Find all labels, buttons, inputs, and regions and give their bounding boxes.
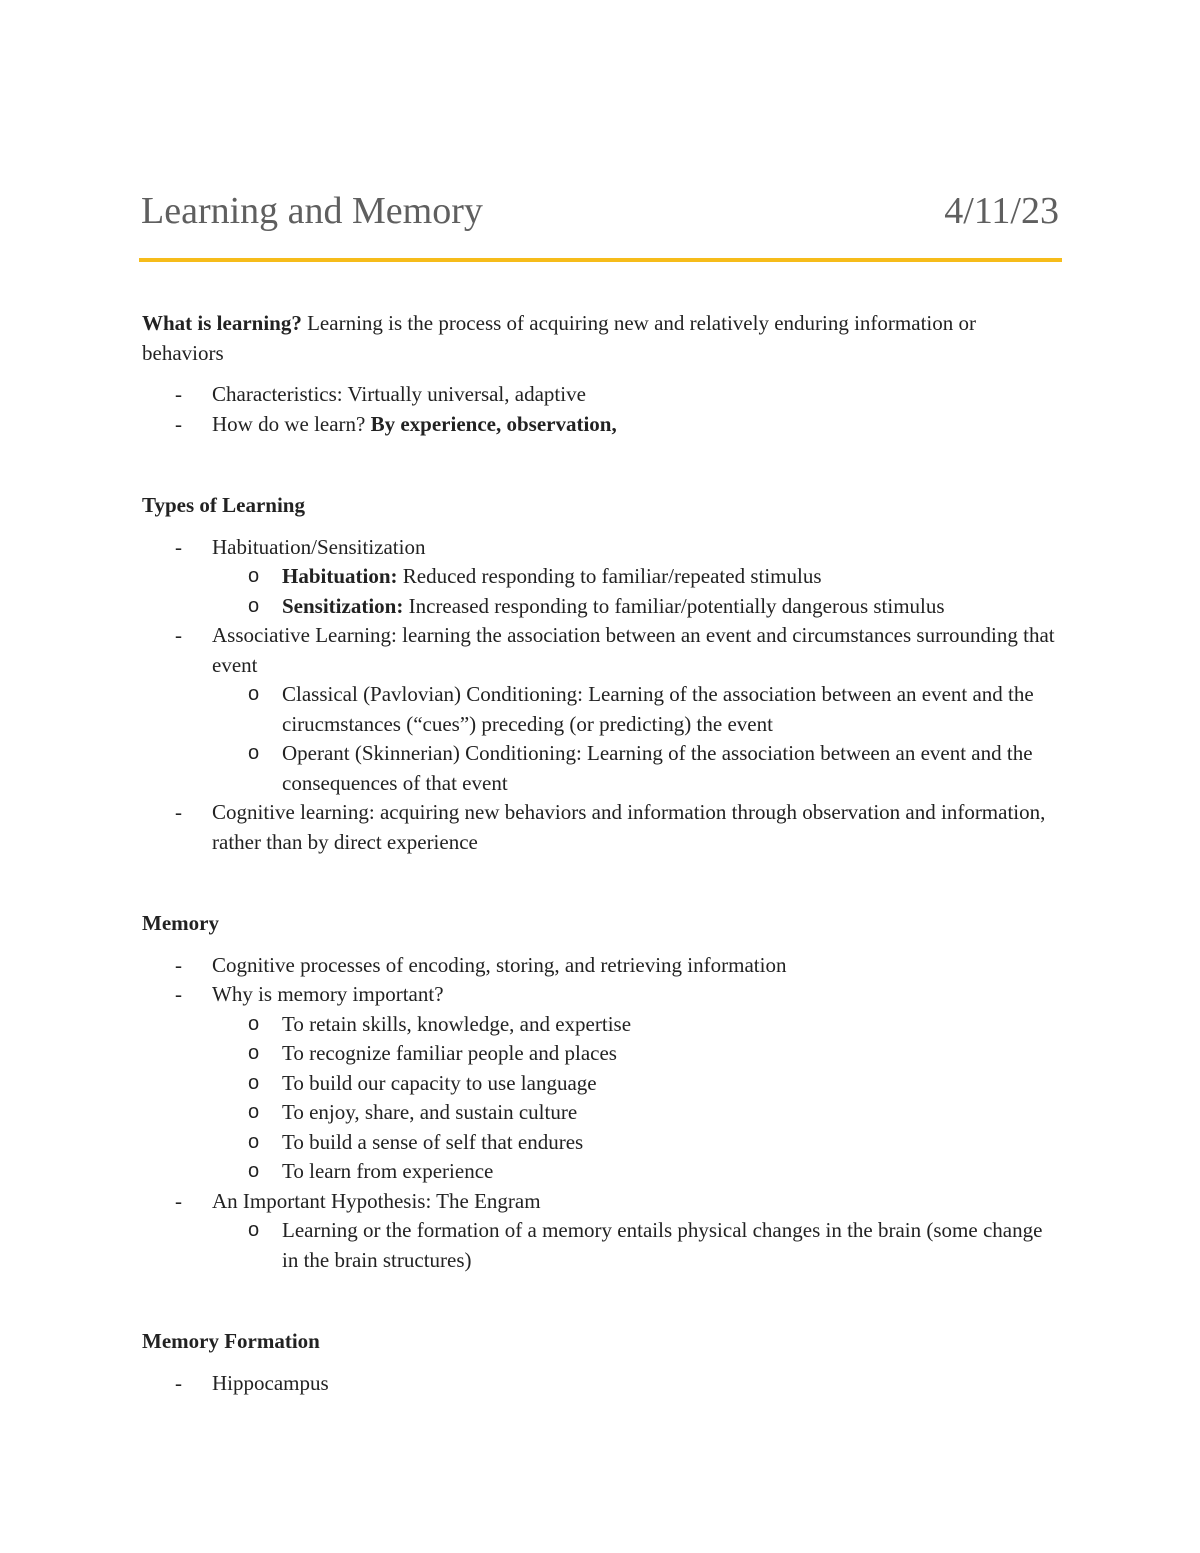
list-item-text: An Important Hypothesis: The Engram (212, 1188, 541, 1213)
formation-list (142, 1369, 1062, 1399)
sub-list-item-text: Classical (Pavlovian) Conditioning: Learning of the association between an event and the cirucmstances (“cues”) preceding (or predicting) the event (282, 682, 1034, 736)
dash-marker: - (175, 411, 182, 436)
list-item (142, 980, 1062, 1187)
list-item (142, 1187, 1062, 1276)
sub-list-item-text: To recognize familiar people and places (282, 1041, 617, 1065)
list-item (142, 533, 1062, 622)
list-item (142, 380, 1062, 410)
section-heading-types: Types of Learning (142, 493, 305, 517)
sub-list-item (142, 562, 1062, 592)
title-underline (139, 258, 1062, 262)
circle-marker: o (248, 742, 260, 764)
sub-list-item (142, 1216, 1062, 1275)
sub-list-item (142, 1128, 1062, 1158)
intro-list (142, 380, 1062, 439)
memory-list (142, 951, 1062, 1276)
document-header (141, 186, 1059, 242)
term-habituation: Habituation: (282, 564, 398, 588)
list-item (142, 410, 1062, 440)
circle-marker: o (248, 1130, 260, 1153)
sub-list-item (142, 1157, 1062, 1187)
sub-list-item-text: To build a sense of self that endures (282, 1129, 584, 1154)
sub-list-item-text: Operant (Skinnerian) Conditioning: Learning of the association between an event and the consequences of that event (282, 741, 1033, 795)
circle-marker: o (248, 683, 260, 705)
sub-list-item-text: To retain skills, knowledge, and expertise (282, 1011, 632, 1036)
section-heading-formation: Memory Formation (142, 1329, 320, 1353)
dash-marker: - (175, 952, 182, 977)
list-item (142, 798, 1062, 857)
sub-list-item (142, 1069, 1062, 1099)
circle-marker: o (248, 1160, 260, 1182)
list-item-text: Why is memory important? (212, 982, 444, 1006)
dash-marker: - (175, 623, 182, 647)
list-item-bold: By experience, observation, (370, 411, 617, 436)
list-item-text: Cognitive processes of encoding, storing, and retrieving information (212, 952, 787, 977)
sub-list-item (142, 680, 1062, 739)
sub-list (142, 1216, 1062, 1275)
dash-marker: - (175, 1188, 182, 1213)
sub-list (142, 680, 1062, 798)
document-date: 4/11/23 (944, 190, 1059, 232)
document-title: Learning and Memory (141, 190, 483, 232)
circle-marker: o (248, 1012, 260, 1035)
list-item (142, 1369, 1062, 1399)
sub-list-item-text: Learning or the formation of a memory entails physical changes in the brain (some change in the brain structures) (282, 1218, 1043, 1272)
intro-question: What is learning? (142, 311, 302, 335)
list-item-text: Associative Learning: learning the association between an event and circumstances surrounding that event (212, 623, 1055, 677)
dash-marker: - (175, 982, 182, 1006)
list-item-text: Habituation/Sensitization (212, 534, 426, 559)
sub-list-item-text: Increased responding to familiar/potentially dangerous stimulus (403, 593, 945, 618)
sub-list-item-text: To enjoy, share, and sustain culture (282, 1100, 578, 1124)
circle-marker: o (248, 565, 260, 587)
circle-marker: o (248, 1219, 260, 1241)
list-item-text: Cognitive learning: acquiring new behaviors and information through observation and information, rather than by direct experience (212, 800, 1046, 854)
sub-list-item (142, 1098, 1062, 1128)
dash-marker: - (175, 800, 182, 824)
circle-marker: o (248, 1071, 260, 1094)
list-item (142, 951, 1062, 981)
sub-list (142, 1010, 1062, 1187)
sub-list-item (142, 1039, 1062, 1069)
sub-list-item-text: To learn from experience (282, 1159, 494, 1183)
sub-list-item-text: To build our capacity to use language (282, 1070, 597, 1095)
circle-marker: o (248, 594, 260, 617)
dash-marker: - (175, 534, 182, 559)
sub-list-item (142, 1010, 1062, 1040)
intro-paragraph (142, 309, 1057, 368)
list-item-text: Hippocampus (212, 1370, 329, 1395)
sub-list-item (142, 592, 1062, 622)
list-item (142, 621, 1062, 798)
sub-list-item (142, 739, 1062, 798)
sub-list (142, 562, 1062, 621)
dash-marker: - (175, 1370, 182, 1395)
intro-answer: Learning is the process of acquiring new and relatively enduring information or behaviors (142, 311, 976, 365)
dash-marker: - (175, 382, 182, 406)
circle-marker: o (248, 1101, 260, 1123)
circle-marker: o (248, 1042, 260, 1064)
sub-list-item-text: Reduced responding to familiar/repeated stimulus (397, 564, 822, 588)
types-list (142, 533, 1062, 858)
list-item-text: How do we learn? (212, 411, 371, 436)
document-body (142, 309, 1062, 1398)
section-heading-memory: Memory (142, 911, 219, 935)
term-sensitization: Sensitization: (282, 593, 404, 618)
list-item-text: Characteristics: Virtually universal, adaptive (212, 382, 586, 406)
